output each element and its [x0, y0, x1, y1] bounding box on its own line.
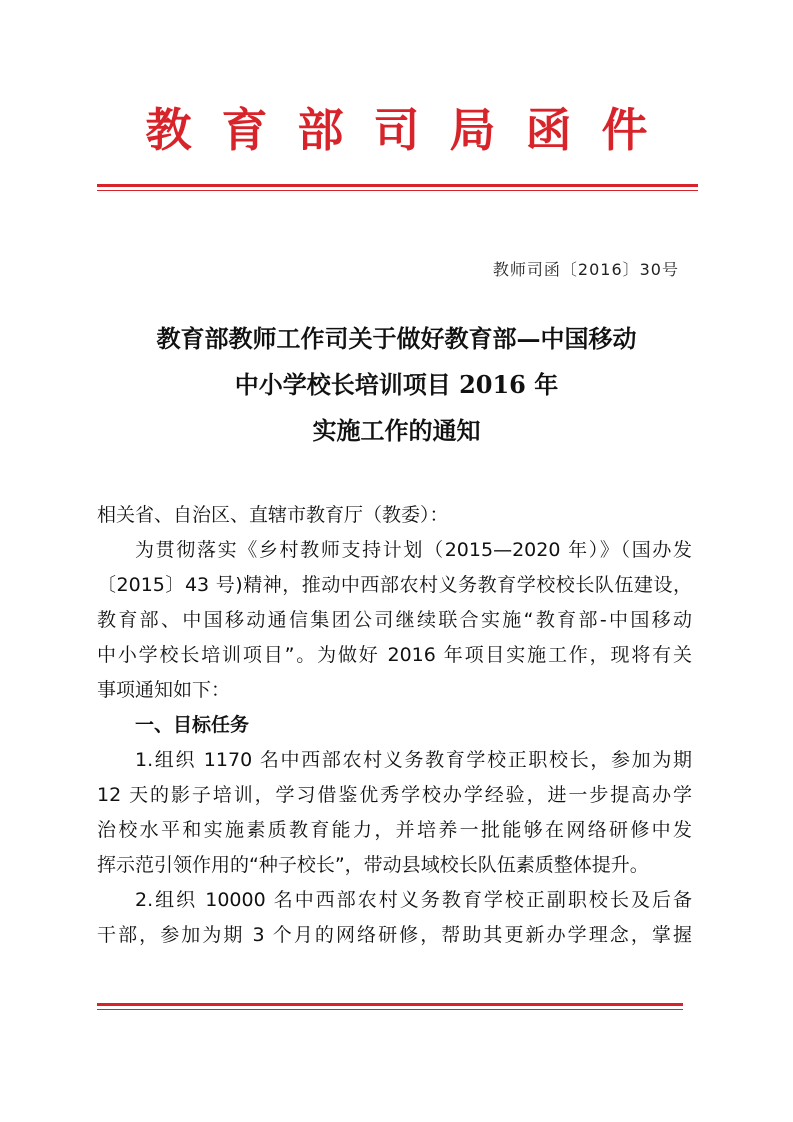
text-line: 2.组织 10000 名中西部农村义务教育学校正副职校长及后备	[135, 889, 692, 911]
text-line: 为贯彻落实《乡村教师支持计划（2015—2020 年）》（国办发	[135, 539, 692, 561]
text-line: 中小学校长培训项目”。为做好 2016 年项目实施工作，现将有关	[97, 644, 692, 666]
intro-paragraph	[97, 533, 692, 708]
item-1-paragraph	[97, 743, 692, 883]
section-heading: 一、目标任务	[135, 714, 250, 736]
text-line: 治校水平和实施素质教育能力，并培养一批能够在网络研修中发	[97, 819, 692, 841]
title-line-2: 中小学校长培训项目 2016 年	[234, 370, 559, 399]
title-line-3: 实施工作的通知	[312, 416, 481, 445]
title-line-1: 教育部教师工作司关于做好教育部—中国移动	[156, 324, 637, 353]
text-line: 1.组织 1170 名中西部农村义务教育学校正职校长，参加为期	[135, 749, 692, 771]
addressee: 相关省、自治区、直辖市教育厅（教委）：	[97, 504, 449, 526]
text-line: 干部，参加为期 3 个月的网络研修，帮助其更新办学理念，掌握	[97, 924, 692, 946]
text-line: 事项通知如下：	[97, 679, 231, 701]
masthead-title: 教育部司局函件	[145, 103, 678, 157]
text-line: 教育部、中国移动通信集团公司继续联合实施“教育部-中国移动	[97, 609, 692, 631]
text-line: 〔2015〕43 号)精神，推动中西部农村义务教育学校校长队伍建设，	[97, 574, 692, 596]
document-title	[100, 316, 693, 454]
text-line: 挥示范引领作用的“种子校长”，带动县域校长队伍素质整体提升。	[97, 854, 649, 876]
masthead-rule-thin	[97, 190, 698, 191]
footer-rule-thick	[97, 1003, 683, 1006]
item-2-paragraph	[97, 883, 692, 953]
text-line: 12 天的影子培训，学习借鉴优秀学校办学经验，进一步提高办学	[97, 784, 692, 806]
footer-rule-thin	[97, 1009, 683, 1010]
document-number: 教师司函〔2016〕30号	[492, 260, 679, 279]
document-body	[97, 498, 692, 953]
masthead-rule-thick	[97, 184, 698, 187]
